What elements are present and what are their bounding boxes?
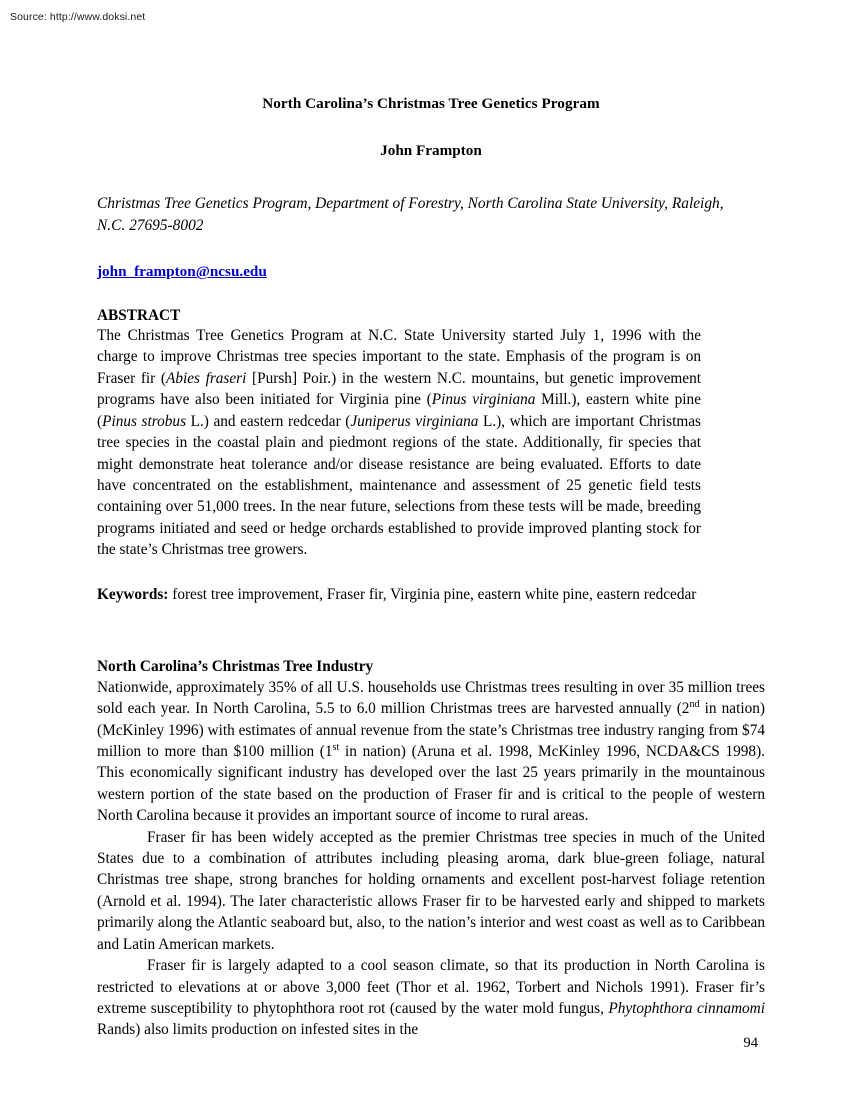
body-paragraph: Nationwide, approximately 35% of all U.S. households use Christmas trees resulting in over 35 million trees sold each year. In North Carolina, 5.5 to 6.0 million Christmas trees are harvested annually (2nd in nation) (McKinley 1996) with estimates of annual revenue from the state’s Christmas tree industry ranging from $74 million to more than $100 million (1st in nation) (Aruna et al. 1998, McKinley 1996, NCDA&CS 1998). This economically significant industry has developed over the last 25 years primarily in the mountainous western portion of the state based on the production of Fraser fir and is critical to the people of western North Carolina because it provides an important source of income to rural areas. [97,678,765,825]
section-heading-industry: North Carolina’s Christmas Tree Industry [97,657,374,675]
author-affiliation: Christmas Tree Genetics Program, Department of Forestry, North Carolina State University, Raleigh, N.C. 27695-8002 [97,195,724,235]
abstract-heading: ABSTRACT [97,306,181,324]
document-content [97,95,765,1041]
body-paragraph: Fraser fir has been widely accepted as the premier Christmas tree species in much of the United States due to a combination of attributes including pleasing aroma, dark blue-green foliage, natural Christmas tree shape, strong branches for holding ornaments and excellent post-harvest foliage retention (Arnold et al. 1994). The later characteristic allows Fraser fir to be harvested early and shipped to markets primarily along the Atlantic seaboard but, also, to the nation’s interior and west coast as well as to Caribbean and Latin American markets. [97,828,765,953]
author-email-link[interactable]: john_frampton@ncsu.edu [97,263,267,281]
body-paragraph: Fraser fir is largely adapted to a cool season climate, so that its production in North Carolina is restricted to elevations at or above 3,000 feet (Thor et al. 1962, Torbert and Nichols 1991). Fraser fir’s extreme susceptibility to phytophthora root rot (caused by the water mold fungus, Phytophthora cinnamomi Rands) also limits production on infested sites in the [97,957,765,1039]
abstract-paragraph: The Christmas Tree Genetics Program at N.C. State University started July 1, 1996 with the charge to improve Christmas tree species important to the state. Emphasis of the program is on Fraser fir (Abies fraseri [Pursh] Poir.) in the western N.C. mountains, but genetic improvement programs have also been initiated for Virginia pine (Pinus virginiana Mill.), eastern white pine (Pinus strobus L.) and eastern redcedar (Juniperus virginiana L.), which are important Christmas tree species in the coastal plain and piedmont regions of the state. Additionally, fir species that might demonstrate heat tolerance and/or disease resistance are being evaluated. Efforts to date have concentrated on the establishment, maintenance and assessment of 25 genetic field tests containing over 51,000 trees. In the near future, selections from these tests will be made, breeding programs initiated and seed or hedge orchards established to provide improved planting stock for the state’s Christmas tree growers. [97,327,701,559]
keywords-label: Keywords: [97,585,169,603]
page-title: North Carolina’s Christmas Tree Genetics Program [262,95,600,112]
source-url-label: Source: http://www.doksi.net [10,11,146,23]
keywords-list: forest tree improvement, Fraser fir, Virginia pine, eastern white pine, eastern redcedar [172,585,697,603]
contact-email-line [97,262,765,282]
page-number: 94 [743,1035,758,1051]
author-name: John Frampton [380,142,482,160]
keywords-line [97,584,701,605]
